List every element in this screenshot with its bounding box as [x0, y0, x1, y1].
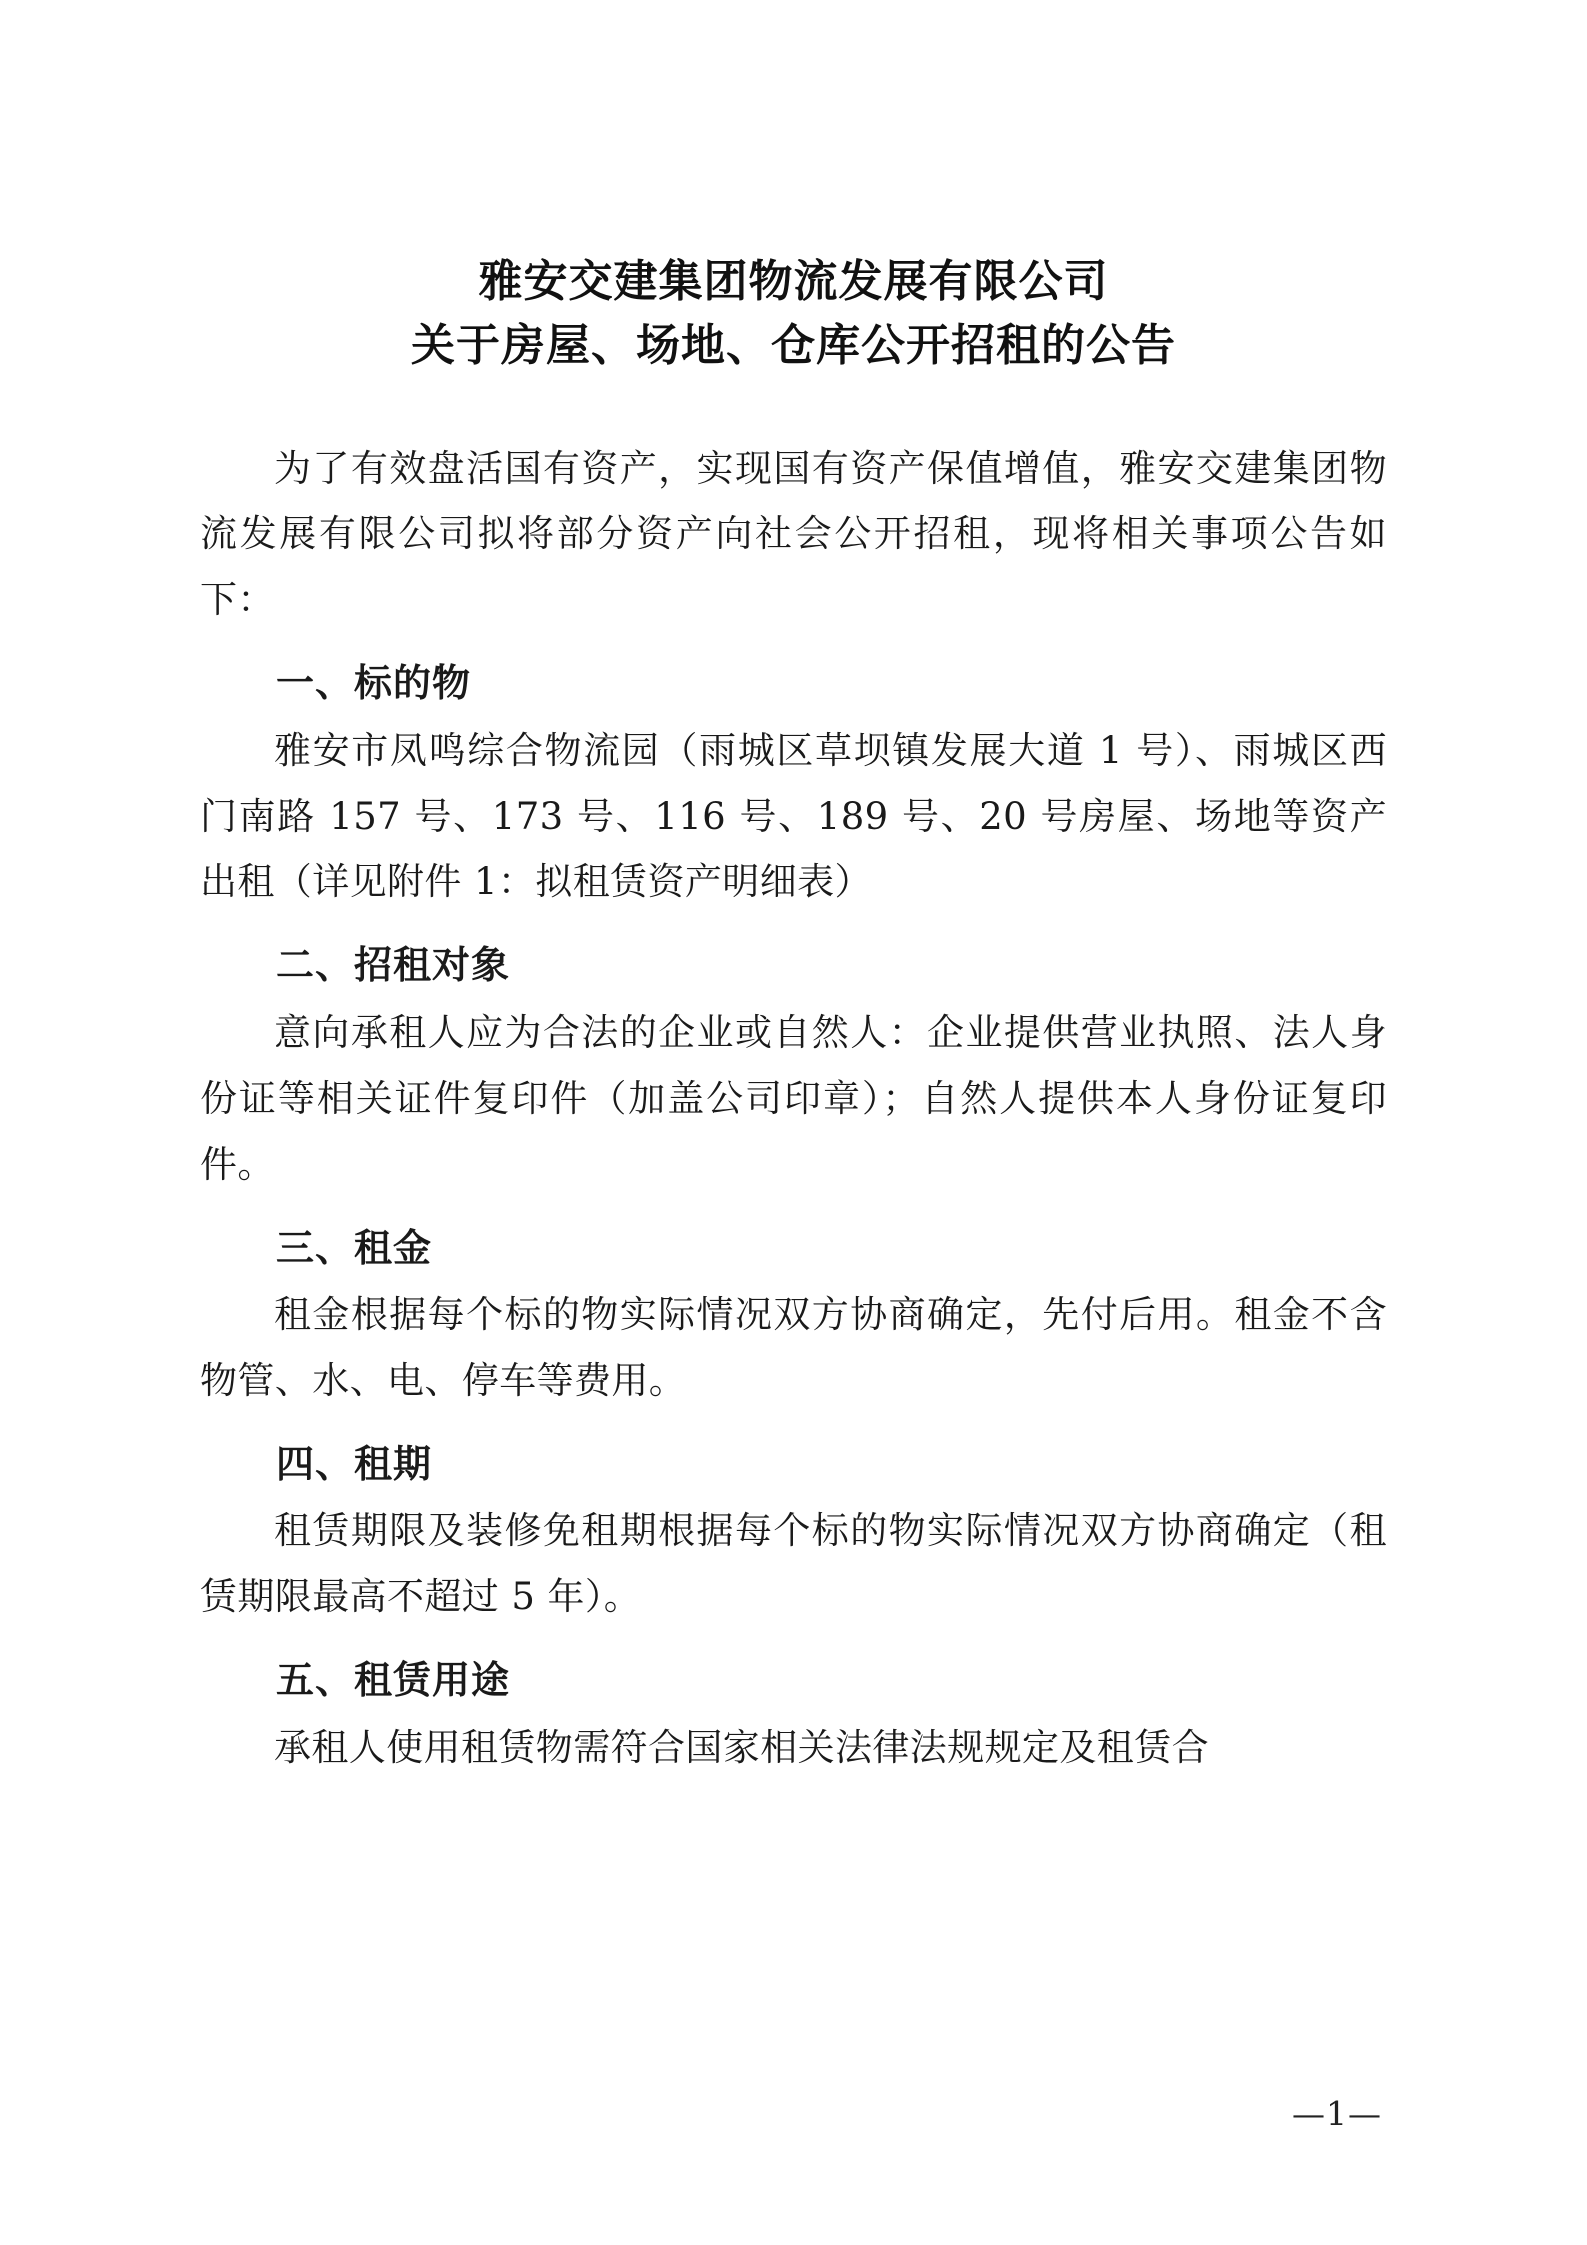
page-title-line-1: 雅安交建集团物流发展有限公司 [478, 256, 1109, 307]
section-heading-5: 五、租赁用途 [276, 1657, 511, 1703]
section-3-paragraph-1: 租金根据每个标的物实际情况双方协商确定，先付后用。租金不含物管、水、电、停车等费用。 [200, 1293, 1387, 1402]
page-title [200, 250, 1387, 378]
section-heading-2: 二、招租对象 [276, 942, 511, 988]
document-body [200, 436, 1387, 1781]
section-1-paragraph-1: 雅安市凤鸣综合物流园（雨城区草坝镇发展大道 1 号）、雨城区西门南路 157 号、173 号、116 号、189 号、20 号房屋、场地等资产出租（详见附件 1：拟租赁资产明细表） [200, 728, 1387, 904]
section-heading-3: 三、租金 [276, 1224, 433, 1270]
section-5-paragraph-1: 承租人使用租赁物需符合国家相关法律法规规定及租赁合 [274, 1725, 1209, 1769]
intro-paragraph: 为了有效盘活国有资产，实现国有资产保值增值，雅安交建集团物流发展有限公司拟将部分资产向社会公开招租，现将相关事项公告如下： [200, 446, 1387, 622]
section-heading-4: 四、租期 [276, 1440, 433, 1486]
section-heading-1: 一、标的物 [276, 660, 472, 706]
section-2-paragraph-1: 意向承租人应为合法的企业或自然人：企业提供营业执照、法人身份证等相关证件复印件（加盖公司印章）；自然人提供本人身份证复印件。 [200, 1010, 1387, 1186]
page-title-line-2: 关于房屋、场地、仓库公开招租的公告 [411, 319, 1176, 371]
section-4-paragraph-1: 租赁期限及装修免租期根据每个标的物实际情况双方协商确定（租赁期限最高不超过 5 年）。 [200, 1509, 1387, 1619]
page-number: —1— [1292, 2094, 1382, 2133]
